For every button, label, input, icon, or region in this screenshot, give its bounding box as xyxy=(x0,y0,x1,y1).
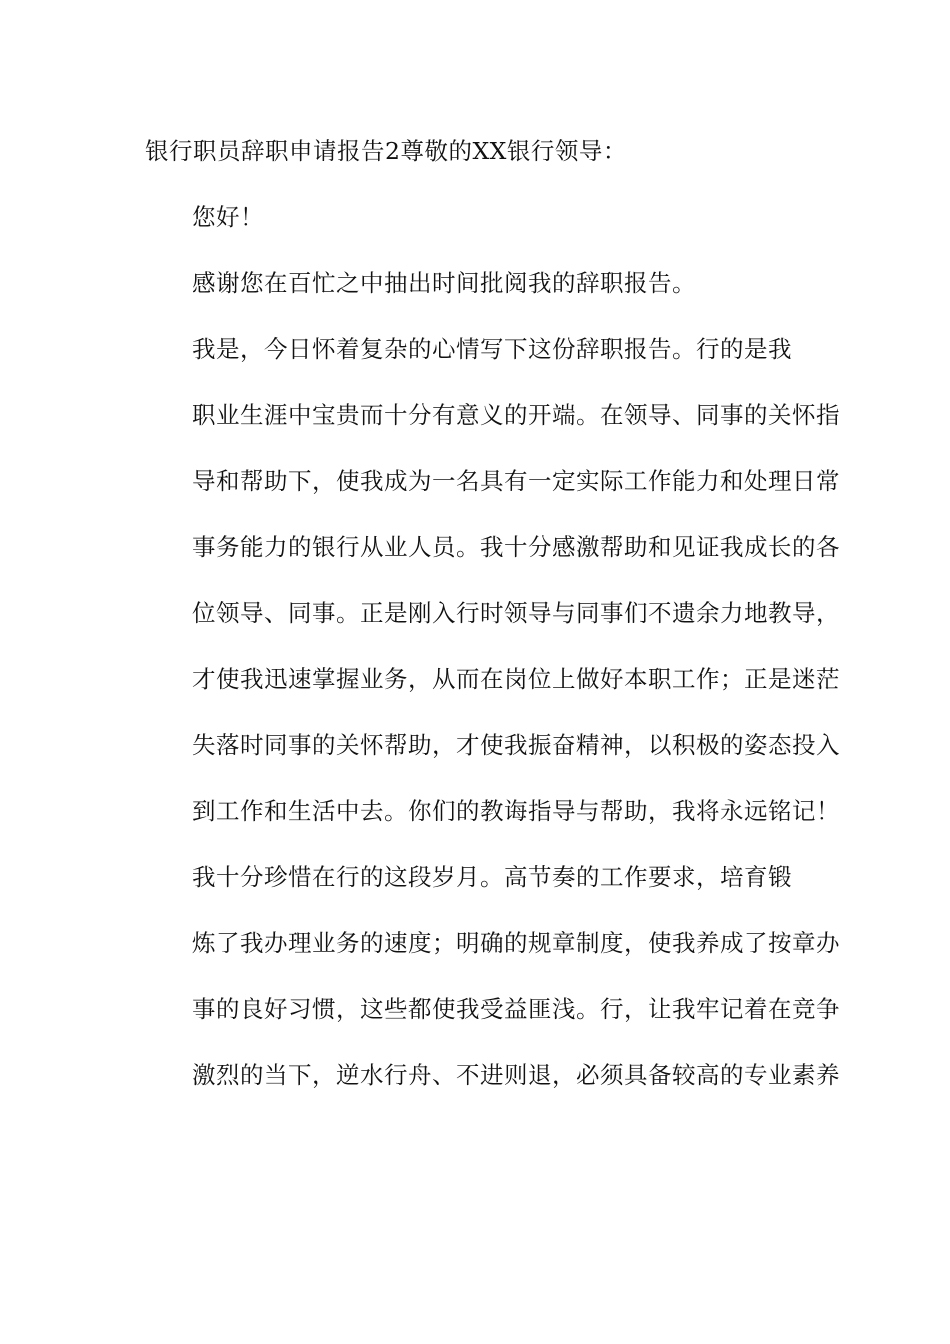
text-line: 到工作和生活中去。你们的教诲指导与帮助，我将永远铭记！ xyxy=(192,797,840,825)
text-line: 银行职员辞职申请报告2尊敬的XX银行领导： xyxy=(145,137,627,165)
text-line: 感谢您在百忙之中抽出时间批阅我的辞职报告。 xyxy=(192,269,696,297)
text-line: 激烈的当下，逆水行舟、不进则退，必须具备较高的专业素养 xyxy=(192,1061,840,1089)
paragraph-greeting xyxy=(145,184,805,250)
paragraph-cherish xyxy=(145,844,840,1108)
text-line: 炼了我办理业务的速度；明确的规章制度，使我养成了按章办 xyxy=(192,929,840,957)
document-body xyxy=(145,118,840,1108)
text-line: 事的良好习惯，这些都使我受益匪浅。行，让我牢记着在竞争 xyxy=(192,995,840,1023)
text-line: 才使我迅速掌握业务，从而在岗位上做好本职工作；正是迷茫 xyxy=(192,665,840,693)
text-line: 事务能力的银行从业人员。我十分感激帮助和见证我成长的各 xyxy=(192,533,840,561)
text-line: 职业生涯中宝贵而十分有意义的开端。在领导、同事的关怀指 xyxy=(192,401,840,429)
paragraph-thanks xyxy=(145,250,805,316)
paragraph-title xyxy=(145,118,805,184)
text-line: 导和帮助下，使我成为一名具有一定实际工作能力和处理日常 xyxy=(192,467,840,495)
paragraph-gratitude xyxy=(145,316,840,844)
text-line: 我十分珍惜在行的这段岁月。高节奏的工作要求，培育锻 xyxy=(192,863,792,891)
text-line: 失落时同事的关怀帮助，才使我振奋精神，以积极的姿态投入 xyxy=(192,731,840,759)
text-line: 位领导、同事。正是刚入行时领导与同事们不遗余力地教导， xyxy=(192,599,840,627)
text-line: 我是，今日怀着复杂的心情写下这份辞职报告。行的是我 xyxy=(192,335,792,363)
text-line: 您好！ xyxy=(192,203,264,231)
